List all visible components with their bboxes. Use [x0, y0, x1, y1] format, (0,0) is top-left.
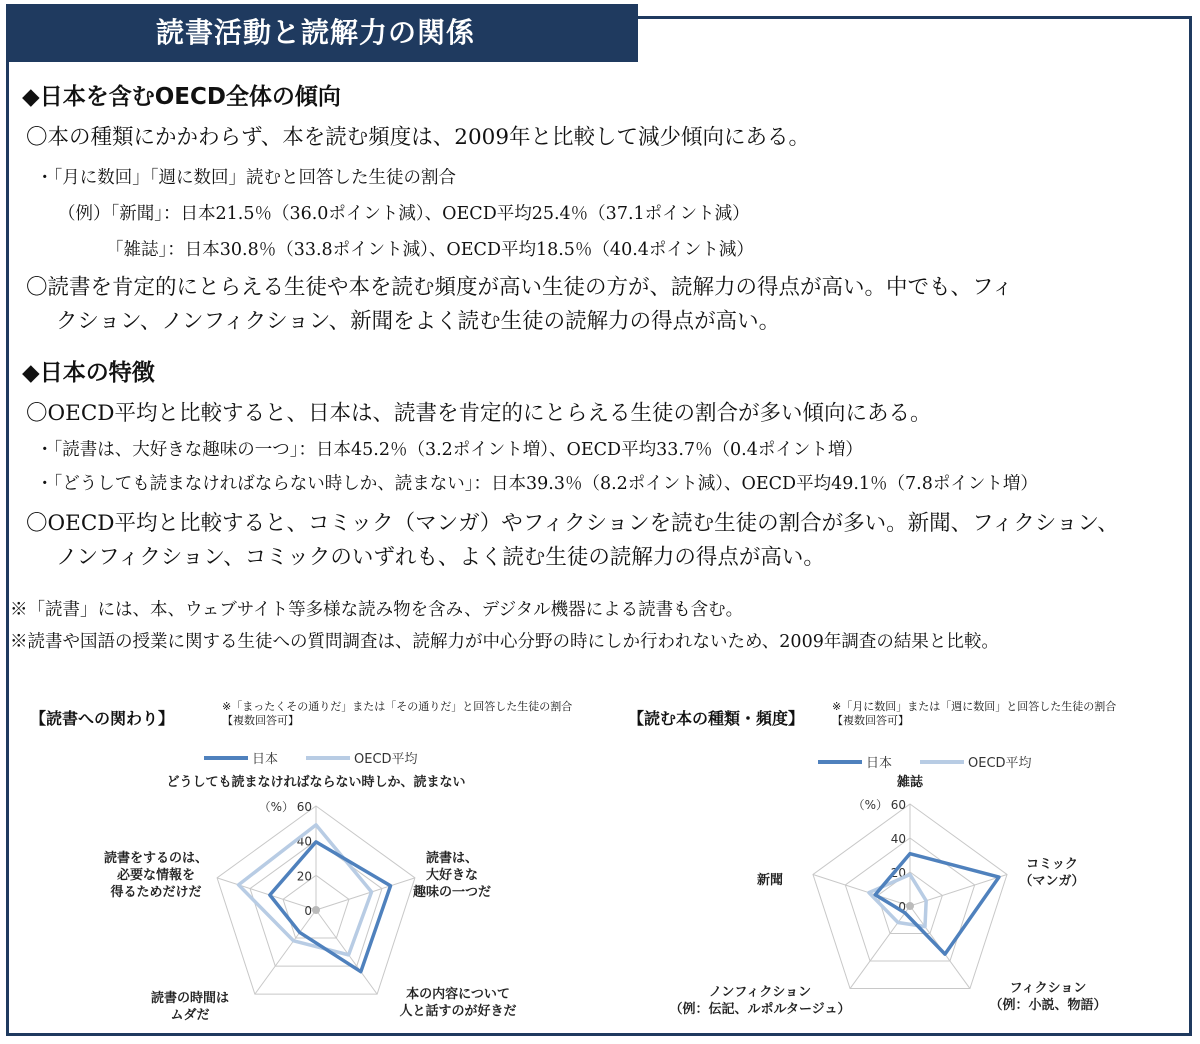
chart1-axis-label-4-2: 得るためだけだ	[110, 885, 202, 900]
chart1-note-line2: 【複数回答可】	[222, 714, 299, 727]
chart2-axis-label-3-0: ノンフィクション	[708, 985, 812, 1000]
chart1-tick-label-2: 40	[296, 834, 312, 849]
chart1-axis-label-2-0: 本の内容について	[406, 987, 510, 1002]
chart2-tick-label-3: 60	[890, 798, 906, 812]
chart1-axis-label-0-0: どうしても読まなければならない時しか、読まない	[166, 775, 466, 790]
chart1-note-line1: ※「まったくその通りだ」または「その通りだ」と回答した生徒の割合	[222, 700, 573, 713]
section1-paragraph1: 〇本の種類にかかわらず、本を読む頻度は、2009年と比較して減少傾向にある。	[26, 125, 810, 150]
radar-chart-reading-attitude	[0, 740, 600, 1036]
chart1-title: 【読書への関わり】	[30, 709, 175, 728]
footnote-1: ※「読書」には、本、ウェブサイト等多様な読み物を含み、デジタル機器による読書も含む。	[10, 600, 744, 620]
section1-heading: ◆日本を含むOECD全体の傾向	[22, 84, 341, 110]
section2-paragraph2b: ノンフィクション、コミックのいずれも、よく読む生徒の読解力の得点が高い。	[56, 545, 825, 570]
chart2-note-line1: ※「月に数回」または「週に数回」と回答した生徒の割合	[832, 700, 1117, 713]
chart2-axis-label-4-0: 新聞	[756, 873, 784, 888]
chart2-axis-label-2-1: （例：小説、物語）	[989, 998, 1107, 1013]
chart1-tick-label-3: 60	[296, 800, 312, 814]
chart1-axis-label-1-1: 大好きな	[425, 868, 479, 883]
section2-bullet1: ・「読書は、大好きな趣味の一つ」：日本45.2％（3.2ポイント増）、OECD平均33.7％（0.4ポイント増）	[36, 440, 863, 460]
chart1-spoke-3	[255, 910, 316, 994]
chart1-axis-label-4-0: 読書をするのは、	[103, 851, 209, 866]
chart2-legend-label-1: OECD平均	[968, 756, 1032, 771]
chart2-axis-label-3-1: （例：伝記、ルポルタージュ）	[669, 1002, 851, 1017]
section1-paragraph2a: 〇読書を肯定的にとらえる生徒や本を読む頻度が高い生徒の方が、読解力の得点が高い。中でも、フィ	[26, 275, 1014, 300]
section2-heading: ◆日本の特徴	[22, 360, 155, 386]
section2-paragraph2a: 〇OECD平均と比較すると、コミック（マンガ）やフィクションを読む生徒の割合が多い。新聞、フィクション、	[26, 511, 1119, 536]
section1-bullet1: ・「月に数回」「週に数回」読むと回答した生徒の割合	[36, 168, 456, 188]
chart1-note	[222, 700, 572, 728]
section2-paragraph1: 〇OECD平均と比較すると、日本は、読書を肯定的にとらえる生徒の割合が多い傾向にある。	[26, 401, 932, 426]
chart1-axis-label-1-2: 趣味の一つだ	[412, 885, 492, 900]
chart1-tick-label-0: 0	[304, 904, 312, 918]
chart1-axis-label-3-1: ムダだ	[170, 1008, 210, 1023]
chart2-tick-label-2: 40	[890, 832, 906, 846]
chart1-center-dot	[312, 906, 320, 914]
radar-chart-reading-frequency	[600, 740, 1194, 1036]
chart1-axis-label-2-1: 人と話すのが好きだ	[399, 1004, 517, 1019]
chart2-axis-label-0-0: 雑誌	[896, 775, 924, 790]
chart1-axis-label-4-1: 必要な情報を	[116, 868, 196, 883]
chart1-legend-label-0: 日本	[252, 752, 279, 767]
page-title: 読書活動と読解力の関係	[6, 4, 638, 62]
chart1-tick-label-1: 20	[296, 869, 312, 884]
section1-paragraph2b: クション、ノンフィクション、新聞をよく読む生徒の読解力の得点が高い。	[56, 309, 781, 334]
section2-bullet2: ・「どうしても読まなければならない時しか、読まない」：日本39.3％（8.2ポイント減）、OECD平均49.1％（7.8ポイント増）	[36, 474, 1038, 494]
chart2-center-dot	[906, 902, 914, 910]
chart2-note-line2: 【複数回答可】	[832, 714, 909, 727]
chart1-axis-label-1-0: 読書は、	[425, 851, 479, 866]
chart2-tick-label-1: 20	[890, 866, 906, 880]
chart2-title: 【読む本の種類・頻度】	[628, 709, 805, 728]
section1-example2: 「雑誌」：日本30.8％（33.8ポイント減）、OECD平均18.5％（40.4ポイント減）	[106, 240, 754, 260]
chart2-spoke-3	[850, 906, 910, 989]
chart1-unit-label: （%）	[258, 800, 294, 814]
chart2-unit-label: （%）	[852, 798, 888, 812]
chart2-axis-label-1-1: （マンガ）	[1019, 874, 1085, 889]
footnote-2: ※読書や国語の授業に関する生徒への質問調査は、読解力が中心分野の時にしか行われないため、2009年調査の結果と比較。	[10, 632, 999, 652]
chart2-note	[832, 700, 1116, 728]
chart2-axis-label-2-0: フィクション	[1009, 981, 1087, 996]
chart2-tick-label-0: 0	[898, 900, 906, 914]
chart2-axis-label-1-0: コミック	[1026, 857, 1078, 872]
chart1-legend-label-1: OECD平均	[354, 752, 418, 767]
chart1-axis-label-3-0: 読書の時間は	[150, 991, 230, 1006]
section1-example1: （例）「新聞」：日本21.5％（36.0ポイント減）、OECD平均25.4％（37.1ポイント減）	[58, 204, 750, 224]
chart2-legend-label-0: 日本	[866, 756, 893, 771]
